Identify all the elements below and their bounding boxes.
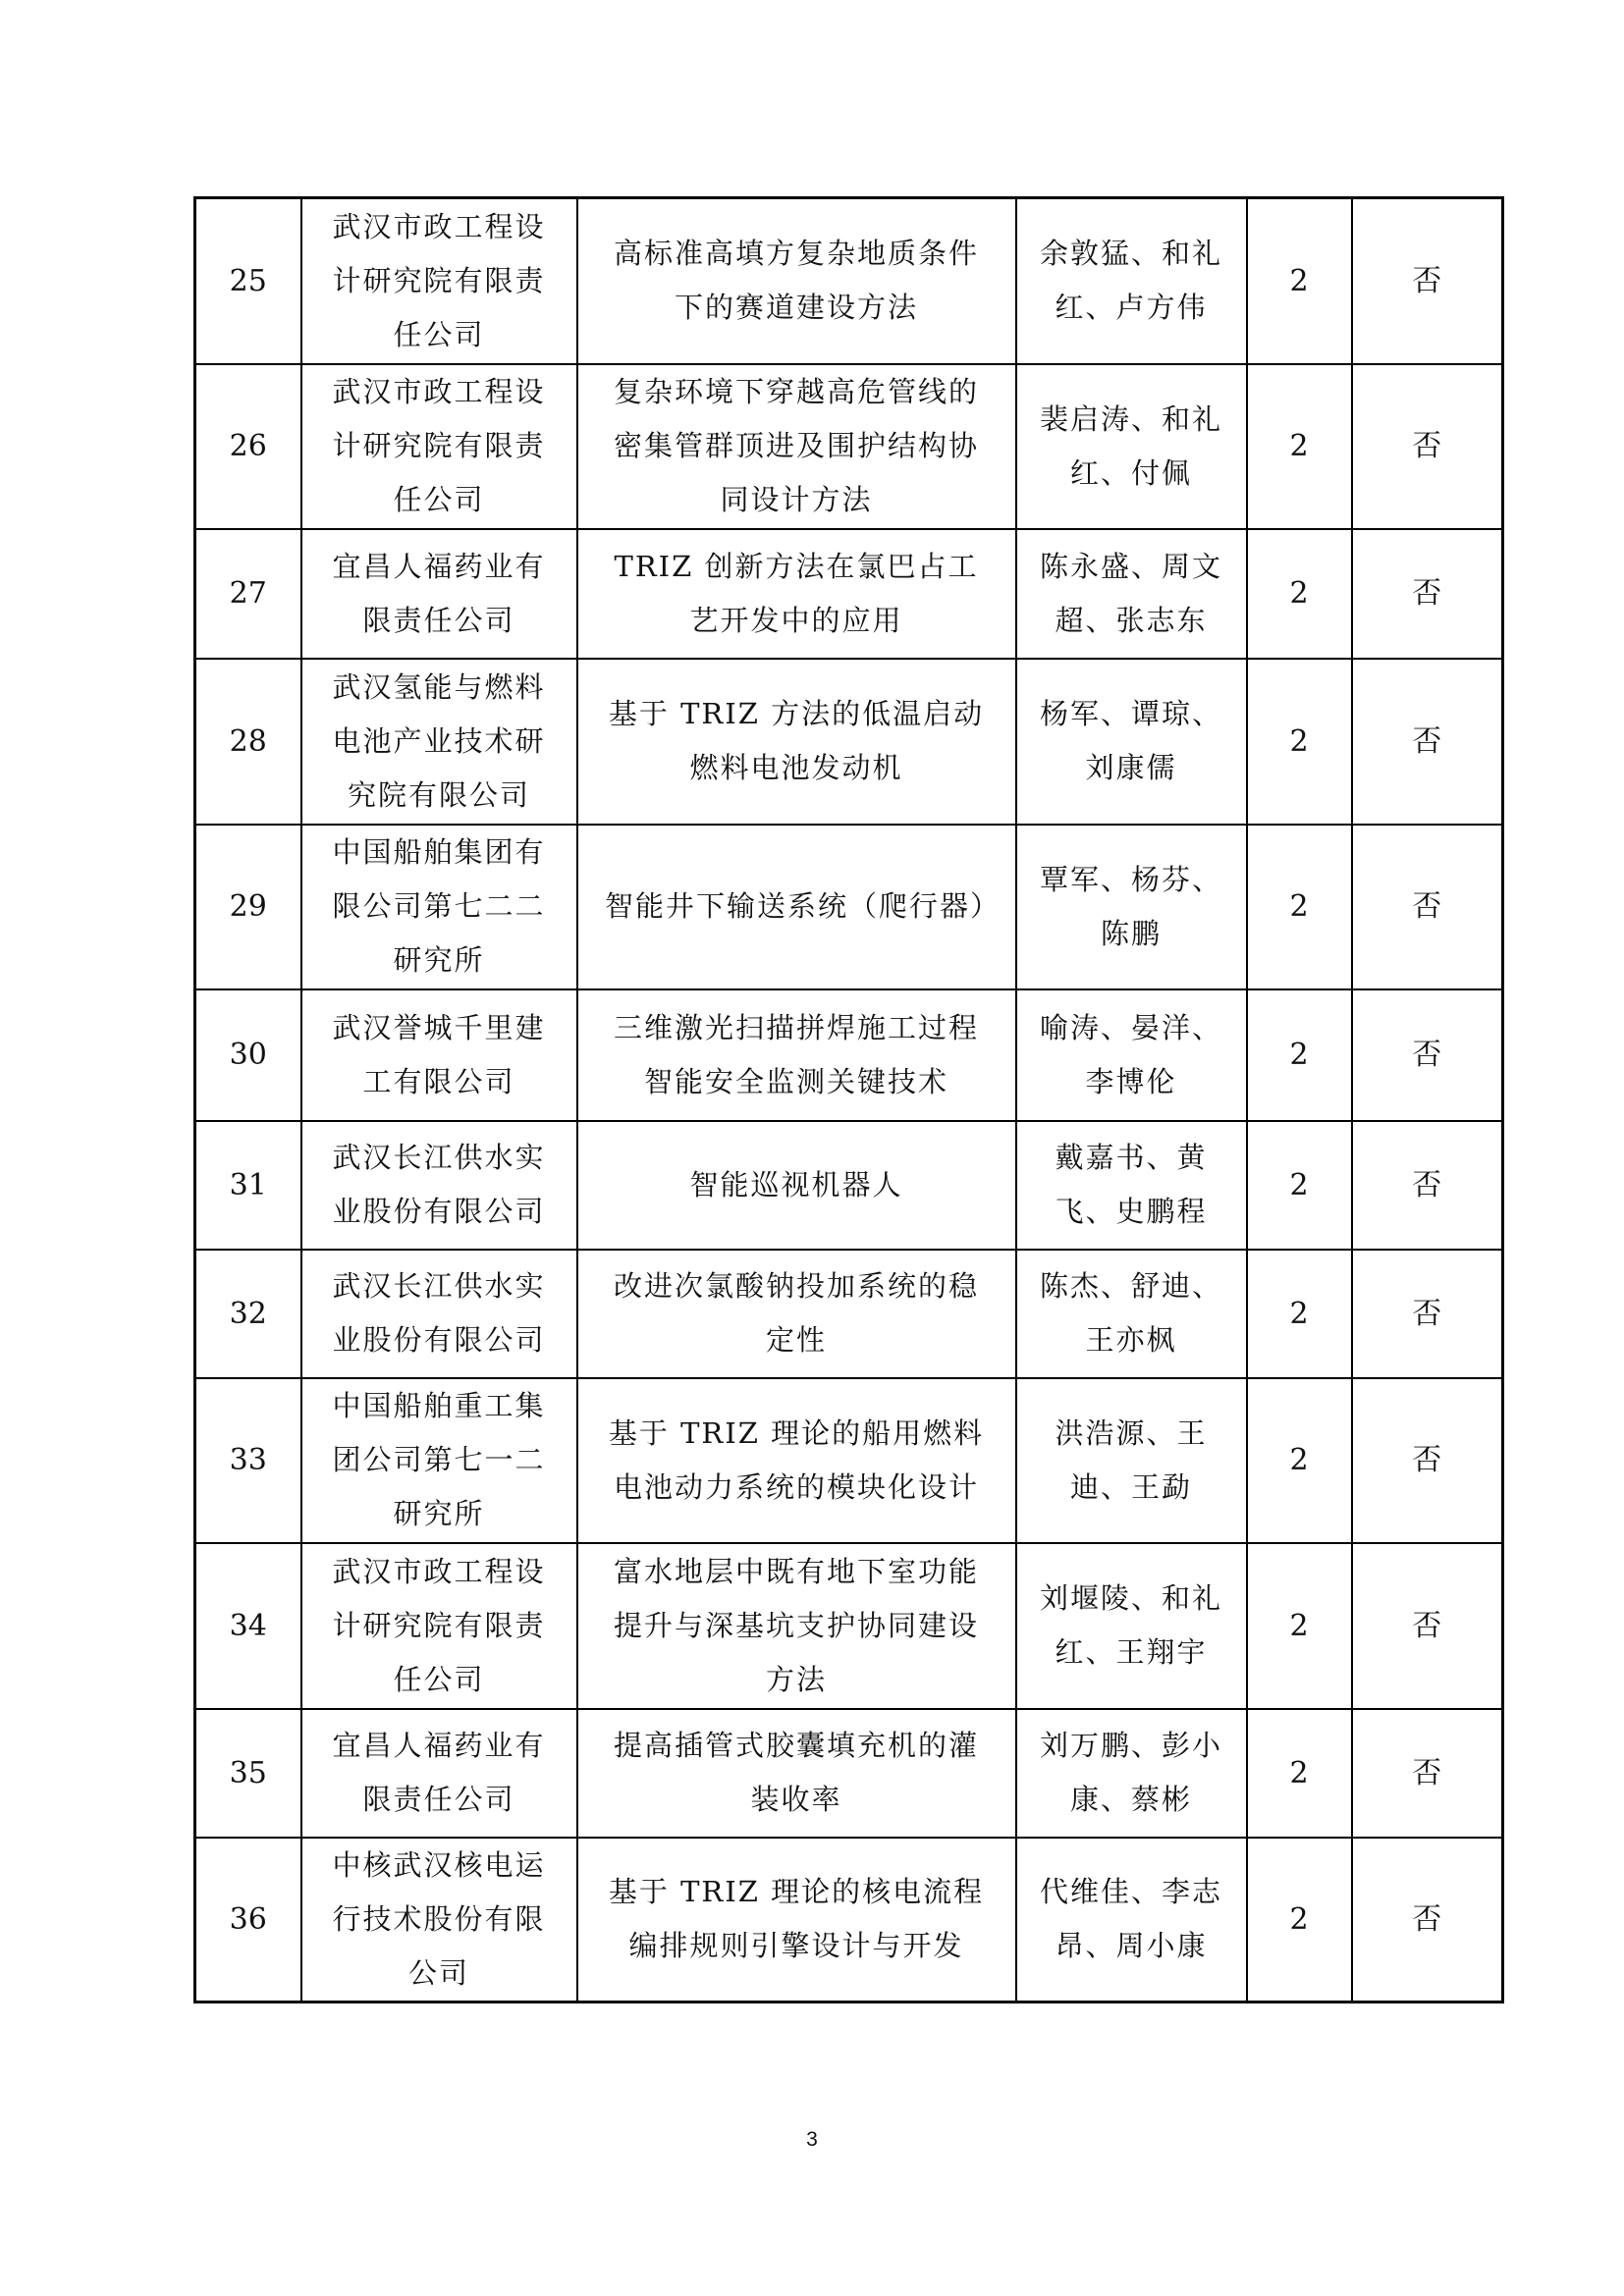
cell-flag: 否 xyxy=(1352,1543,1503,1709)
cell-organization xyxy=(301,825,577,989)
members-text: 刘堰陵、和礼红、王翔宇 xyxy=(1039,1581,1222,1669)
cell-count: 2 xyxy=(1247,529,1352,659)
cell-project xyxy=(577,825,1016,989)
cell-flag: 否 xyxy=(1352,659,1503,825)
page-number: 3 xyxy=(806,2128,818,2151)
table-row xyxy=(195,198,1503,364)
members-text: 洪浩源、王迪、王勐 xyxy=(1055,1415,1208,1504)
cell-project xyxy=(577,1543,1016,1709)
cell-members xyxy=(1016,659,1247,825)
cell-count: 2 xyxy=(1247,364,1352,529)
cell-flag: 否 xyxy=(1352,1250,1503,1378)
members-text: 戴嘉书、黄飞、史鹏程 xyxy=(1055,1141,1208,1228)
organization-text: 武汉誉城千里建工有限公司 xyxy=(332,1010,546,1098)
table-row xyxy=(195,1543,1503,1709)
members-text: 代维佳、李志昂、周小康 xyxy=(1039,1875,1222,1963)
organization-text: 中国船舶集团有限公司第七二二研究所 xyxy=(332,835,546,977)
cell-members xyxy=(1016,989,1247,1121)
cell-count: 2 xyxy=(1247,1250,1352,1378)
members-text: 余敦猛、和礼红、卢方伟 xyxy=(1039,237,1222,325)
project-text: 智能巡视机器人 xyxy=(689,1167,903,1201)
project-text: 基于 TRIZ 理论的核电流程编排规则引擎设计与开发 xyxy=(608,1875,985,1963)
cell-number: 34 xyxy=(195,1543,301,1709)
cell-count: 2 xyxy=(1247,1709,1352,1838)
cell-project xyxy=(577,1838,1016,2002)
members-text: 覃军、杨芬、陈鹏 xyxy=(1039,862,1222,950)
cell-project xyxy=(577,1250,1016,1378)
table-row xyxy=(195,1709,1503,1838)
cell-members xyxy=(1016,1121,1247,1250)
table-row xyxy=(195,825,1503,989)
cell-number: 28 xyxy=(195,659,301,825)
cell-count: 2 xyxy=(1247,198,1352,364)
cell-organization xyxy=(301,364,577,529)
table-row xyxy=(195,529,1503,659)
cell-number: 30 xyxy=(195,989,301,1121)
cell-number: 29 xyxy=(195,825,301,989)
cell-flag: 否 xyxy=(1352,1121,1503,1250)
cell-organization xyxy=(301,1543,577,1709)
cell-members xyxy=(1016,1838,1247,2002)
table-body xyxy=(195,198,1503,2002)
organization-text: 中国船舶重工集团公司第七一二研究所 xyxy=(332,1389,546,1530)
organization-text: 武汉市政工程设计研究院有限责任公司 xyxy=(332,209,546,351)
cell-project xyxy=(577,198,1016,364)
cell-count: 2 xyxy=(1247,1121,1352,1250)
table-row xyxy=(195,1121,1503,1250)
cell-members xyxy=(1016,1378,1247,1543)
organization-text: 宜昌人福药业有限责任公司 xyxy=(332,1729,546,1816)
cell-organization xyxy=(301,1709,577,1838)
members-text: 陈杰、舒迪、王亦枫 xyxy=(1039,1269,1222,1357)
cell-organization xyxy=(301,989,577,1121)
project-text: 富水地层中既有地下室功能提升与深基坑支护协同建设方法 xyxy=(613,1554,979,1696)
cell-members xyxy=(1016,529,1247,659)
project-text: 复杂环境下穿越高危管线的密集管群顶进及围护结构协同设计方法 xyxy=(613,375,979,516)
organization-text: 武汉氢能与燃料电池产业技术研究院有限公司 xyxy=(332,669,546,812)
members-text: 裴启涛、和礼红、付佩 xyxy=(1039,401,1222,490)
cell-project xyxy=(577,1121,1016,1250)
cell-organization xyxy=(301,529,577,659)
cell-members xyxy=(1016,1250,1247,1378)
cell-flag: 否 xyxy=(1352,1378,1503,1543)
cell-members xyxy=(1016,825,1247,989)
cell-number: 36 xyxy=(195,1838,301,2002)
table-row xyxy=(195,989,1503,1121)
table-row xyxy=(195,1250,1503,1378)
project-text: 改进次氯酸钠投加系统的稳定性 xyxy=(613,1269,979,1357)
cell-count: 2 xyxy=(1247,659,1352,825)
cell-project xyxy=(577,659,1016,825)
project-text: TRIZ 创新方法在氯巴占工艺开发中的应用 xyxy=(614,549,979,637)
project-text: 智能井下输送系统（爬行器） xyxy=(605,889,1001,923)
cell-number: 33 xyxy=(195,1378,301,1543)
cell-flag: 否 xyxy=(1352,825,1503,989)
table-row xyxy=(195,364,1503,529)
cell-organization xyxy=(301,1838,577,2002)
cell-flag: 否 xyxy=(1352,529,1503,659)
cell-project xyxy=(577,529,1016,659)
cell-organization xyxy=(301,198,577,364)
organization-text: 武汉市政工程设计研究院有限责任公司 xyxy=(332,1554,546,1696)
cell-members xyxy=(1016,1709,1247,1838)
project-text: 基于 TRIZ 理论的船用燃料电池动力系统的模块化设计 xyxy=(608,1415,985,1504)
members-text: 杨军、谭琼、刘康儒 xyxy=(1039,697,1222,784)
cell-number: 35 xyxy=(195,1709,301,1838)
cell-project xyxy=(577,364,1016,529)
cell-members xyxy=(1016,198,1247,364)
cell-flag: 否 xyxy=(1352,364,1503,529)
cell-count: 2 xyxy=(1247,1378,1352,1543)
cell-number: 25 xyxy=(195,198,301,364)
organization-text: 宜昌人福药业有限责任公司 xyxy=(332,549,546,637)
cell-project xyxy=(577,989,1016,1121)
cell-organization xyxy=(301,1121,577,1250)
organization-text: 武汉长江供水实业股份有限公司 xyxy=(332,1141,546,1228)
cell-flag: 否 xyxy=(1352,198,1503,364)
cell-number: 31 xyxy=(195,1121,301,1250)
cell-members xyxy=(1016,364,1247,529)
project-text: 提高插管式胶囊填充机的灌装收率 xyxy=(613,1729,979,1816)
cell-number: 32 xyxy=(195,1250,301,1378)
organization-text: 武汉长江供水实业股份有限公司 xyxy=(332,1269,546,1357)
table-row xyxy=(195,659,1503,825)
organization-text: 武汉市政工程设计研究院有限责任公司 xyxy=(332,375,546,516)
organization-text: 中核武汉核电运行技术股份有限公司 xyxy=(332,1847,546,1990)
cell-count: 2 xyxy=(1247,1838,1352,2002)
members-text: 刘万鹏、彭小康、蔡彬 xyxy=(1039,1729,1222,1816)
table-row xyxy=(195,1838,1503,2002)
cell-count: 2 xyxy=(1247,1543,1352,1709)
cell-count: 2 xyxy=(1247,825,1352,989)
cell-flag: 否 xyxy=(1352,1709,1503,1838)
cell-number: 26 xyxy=(195,364,301,529)
members-text: 喻涛、晏洋、李博伦 xyxy=(1039,1010,1222,1098)
awards-table xyxy=(193,196,1504,2003)
cell-flag: 否 xyxy=(1352,1838,1503,2002)
cell-project xyxy=(577,1709,1016,1838)
cell-organization xyxy=(301,1250,577,1378)
table-row xyxy=(195,1378,1503,1543)
project-text: 三维激光扫描拼焊施工过程智能安全监测关键技术 xyxy=(613,1010,979,1098)
members-text: 陈永盛、周文超、张志东 xyxy=(1039,549,1222,637)
cell-project xyxy=(577,1378,1016,1543)
cell-count: 2 xyxy=(1247,989,1352,1121)
cell-organization xyxy=(301,1378,577,1543)
cell-organization xyxy=(301,659,577,825)
cell-number: 27 xyxy=(195,529,301,659)
cell-flag: 否 xyxy=(1352,989,1503,1121)
cell-members xyxy=(1016,1543,1247,1709)
project-text: 高标准高填方复杂地质条件下的赛道建设方法 xyxy=(613,237,979,325)
project-text: 基于 TRIZ 方法的低温启动燃料电池发动机 xyxy=(608,697,985,784)
